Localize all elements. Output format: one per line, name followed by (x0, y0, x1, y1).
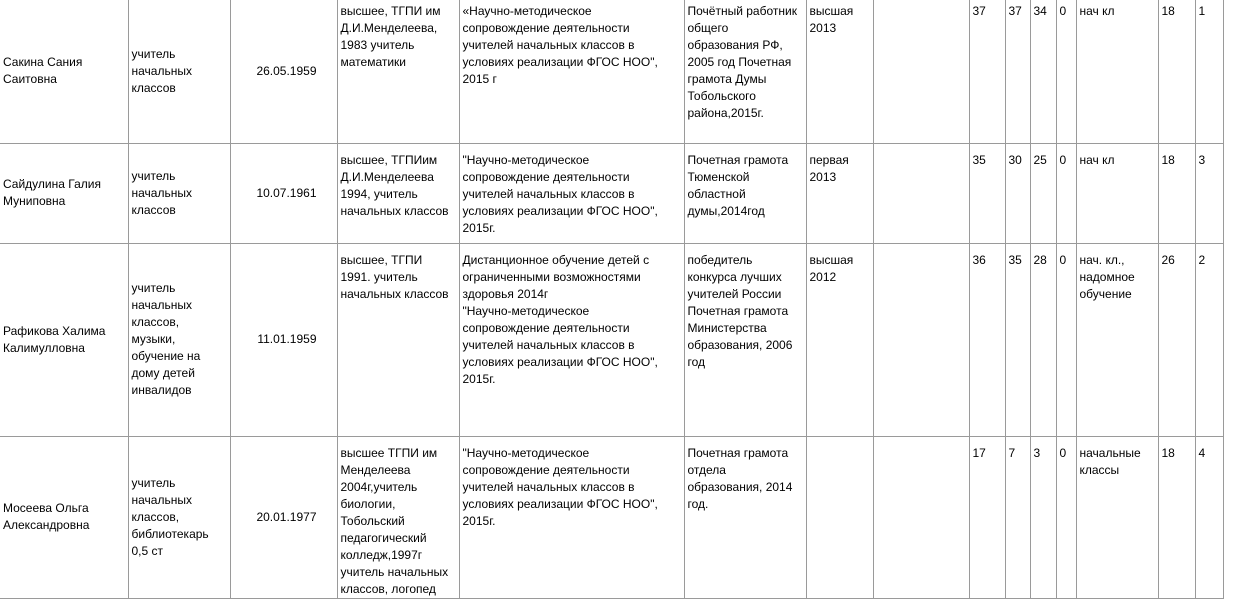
category-cell[interactable]: высшая 2012 (806, 243, 873, 436)
table-row (0, 436, 1223, 598)
education-cell[interactable]: высшее, ТГПИим Д.И.Менделеева 1994, учитель начальных классов (337, 143, 459, 243)
total-experience-cell[interactable]: 35 (969, 143, 1005, 243)
class-number-cell[interactable]: 3 (1195, 143, 1223, 243)
courses-cell[interactable]: "Научно-методическое сопровождение деятельности учителей начальных классов в условиях реализации ФГОС НОО", 2015г. (459, 143, 684, 243)
awards-cell[interactable]: Почётный работник общего образования РФ, 2005 год Почетная грамота Думы Тобольского района,2015г. (684, 0, 806, 143)
table-row (0, 243, 1223, 436)
school-experience-cell[interactable]: 25 (1030, 143, 1056, 243)
name-cell[interactable]: Сакина Сания Саитовна (0, 0, 128, 143)
total-experience-cell[interactable]: 37 (969, 0, 1005, 143)
position-cell[interactable]: учитель начальных классов, музыки, обучение на дому детей инвалидов (128, 243, 230, 436)
hours-cell[interactable]: 18 (1158, 0, 1195, 143)
name-cell[interactable]: Рафикова Халима Калимулловна (0, 243, 128, 436)
hours-cell[interactable]: 18 (1158, 143, 1195, 243)
name-cell[interactable]: Мосеева Ольга Александровна (0, 436, 128, 598)
hours-cell[interactable]: 26 (1158, 243, 1195, 436)
school-experience-cell[interactable]: 34 (1030, 0, 1056, 143)
zero-value-cell[interactable]: 0 (1056, 436, 1076, 598)
classes-cell[interactable]: нач кл (1076, 143, 1158, 243)
classes-cell[interactable]: нач кл (1076, 0, 1158, 143)
courses-cell[interactable]: Дистанционное обучение детей с ограниченными возможностями здоровья 2014г "Научно-методическое сопровождение деятельности учителей начальных классов в условиях реализации ФГОС НОО", 2015г. (459, 243, 684, 436)
category-cell[interactable]: высшая 2013 (806, 0, 873, 143)
category-cell[interactable]: первая 2013 (806, 143, 873, 243)
ped-experience-cell[interactable]: 7 (1005, 436, 1030, 598)
school-experience-cell[interactable]: 28 (1030, 243, 1056, 436)
position-cell[interactable]: учитель начальных классов (128, 0, 230, 143)
education-cell[interactable]: высшее, ТГПИ 1991. учитель начальных классов (337, 243, 459, 436)
category-cell[interactable] (806, 436, 873, 598)
empty-cell[interactable] (873, 143, 969, 243)
zero-value-cell[interactable]: 0 (1056, 0, 1076, 143)
name-cell[interactable]: Сайдулина Галия Муниповна (0, 143, 128, 243)
education-cell[interactable]: высшее, ТГПИ им Д.И.Менделеева, 1983 учитель математики (337, 0, 459, 143)
awards-cell[interactable]: Почетная грамота отдела образования, 2014 год. (684, 436, 806, 598)
empty-cell[interactable] (873, 0, 969, 143)
position-cell[interactable]: учитель начальных классов, библиотекарь 0,5 ст (128, 436, 230, 598)
birth-date-cell[interactable]: 11.01.1959 (230, 243, 337, 436)
classes-cell[interactable]: начальные классы (1076, 436, 1158, 598)
empty-cell[interactable] (873, 436, 969, 598)
table-row (0, 0, 1223, 143)
education-cell[interactable]: высшее ТГПИ им Менделеева 2004г,учитель биологии, Тобольский педагогический колледж,1997г учитель начальных классов, логопед (337, 436, 459, 598)
class-number-cell[interactable]: 2 (1195, 243, 1223, 436)
zero-value-cell[interactable]: 0 (1056, 143, 1076, 243)
total-experience-cell[interactable]: 17 (969, 436, 1005, 598)
awards-cell[interactable]: победитель конкурса лучших учителей России Почетная грамота Министерства образования, 2006 год (684, 243, 806, 436)
total-experience-cell[interactable]: 36 (969, 243, 1005, 436)
awards-cell[interactable]: Почетная грамота Тюменской областной думы,2014год (684, 143, 806, 243)
ped-experience-cell[interactable]: 37 (1005, 0, 1030, 143)
ped-experience-cell[interactable]: 30 (1005, 143, 1030, 243)
courses-cell[interactable]: «Научно-методическое сопровождение деятельности учителей начальных классов в условиях реализации ФГОС НОО", 2015 г (459, 0, 684, 143)
zero-value-cell[interactable]: 0 (1056, 243, 1076, 436)
hours-cell[interactable]: 18 (1158, 436, 1195, 598)
table-row (0, 143, 1223, 243)
class-number-cell[interactable]: 1 (1195, 0, 1223, 143)
birth-date-cell[interactable]: 26.05.1959 (230, 0, 337, 143)
position-cell[interactable]: учитель начальных классов (128, 143, 230, 243)
ped-experience-cell[interactable]: 35 (1005, 243, 1030, 436)
birth-date-cell[interactable]: 20.01.1977 (230, 436, 337, 598)
empty-cell[interactable] (873, 243, 969, 436)
class-number-cell[interactable]: 4 (1195, 436, 1223, 598)
classes-cell[interactable]: нач. кл., надомное обучение (1076, 243, 1158, 436)
school-experience-cell[interactable]: 3 (1030, 436, 1056, 598)
birth-date-cell[interactable]: 10.07.1961 (230, 143, 337, 243)
courses-cell[interactable]: "Научно-методическое сопровождение деятельности учителей начальных классов в условиях реализации ФГОС НОО", 2015г. (459, 436, 684, 598)
